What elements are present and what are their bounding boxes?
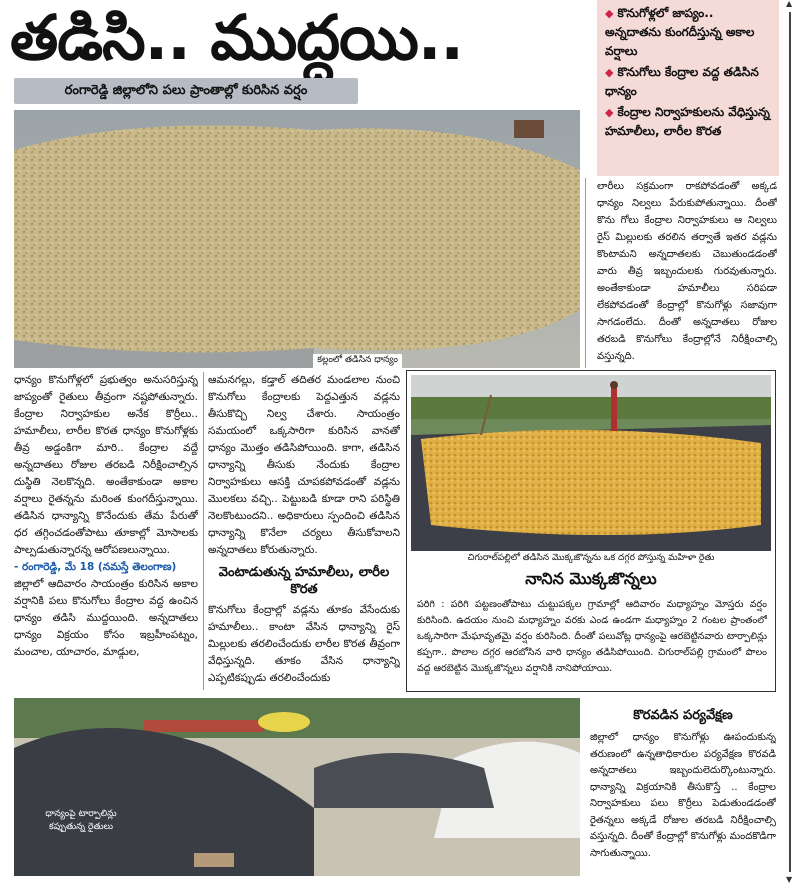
article-column-1: [14, 372, 198, 690]
diamond-bullet-icon: ◆: [605, 106, 614, 119]
section-heading: వెంటాడుతున్న హమాలీలు, లారీల కొరత: [218, 565, 390, 597]
box-body-text: పరిగి : పరిగి పట్టణంతోపాటు చుట్టుపక్కల గ్రామాల్లో ఆదివారం మధ్యాహ్నం మోస్తరు వర్షం కురిసింది. ఉదయం నుంచి మధ్యాహ్నం వరకు ఎండ ఉండగా మధ్యాహ్నం 2 గంటల ప్రాంతంలో ఒక్కసారిగా మేఘావృతమై వర్షం కురిసింది. దీంతో పలువోట్ల ధాన్యంపై ఆరబెట్టినవారు టార్పాలిన్లు కప్పగా.. పొలాల దగ్గర ఆరబోసిన వారి ధాన్యం తడిసిపోయింది. చిగురాల్‌పల్లి గ్రామంలో పొలం వద్ద ఆరబెట్టిన మొక్కజొన్నలు వర్షానికి నానిపోయాయి.: [417, 599, 767, 674]
section-heading: కొరవడిన పర్యవేక్షణ: [633, 708, 733, 723]
scroll-thumb[interactable]: [789, 12, 791, 872]
diamond-bullet-icon: ◆: [605, 66, 614, 79]
highlights-box: [597, 0, 779, 176]
page-headline: తడిసి.. ముద్దయి..: [10, 1, 463, 74]
photo-tarpaulin-covered-grain: [14, 698, 580, 876]
article-column-right-top: [597, 178, 777, 368]
box-heading: నానిన మొక్కజొన్నలు: [525, 569, 657, 588]
article-text: ఆమనగల్లు, కడ్తాల్ తదితర మండలాల నుంచి కొనుగోలు కేంద్రాలకు పెద్దఎత్తున వడ్లను తీసుకొచ్చి నిల్వ చేశారు. సాయంత్రం సమయంలో ఒక్కసారిగా కురిసిన వానతో ధాన్యం మొత్తం తడిసిపోయింది. కాగా, తడిసిన ధాన్యాన్ని తీసుకు నేందుకు కేంద్రాల నిర్వాహకులు ఆసక్తి చూపకపోవడంతో వడ్లను మొలకలు వచ్చి.. పెట్టుబడి కూడా రాని పరిస్థితి నెలకొంటుందని.. అధికారులు స్పందించి తడిసిన ధాన్యాన్ని కొనేలా చర్యలు తీసుకోవాలని అన్నదాతలు కోరుతున్నారు.: [208, 374, 400, 556]
scroll-up-icon[interactable]: ▲: [786, 0, 793, 8]
scroll-down-icon[interactable]: ▼: [786, 875, 793, 884]
article-text: లారీలు సక్రమంగా రాకపోవడంతో అక్కడ ధాన్యం నిల్వలు పేరుకుపోతున్నాయి. దీంతో కొను గోలు కేంద్రాల నిర్వాహకులు ఆ నిల్వలు రైస్ మిల్లులకు తరలిన తర్వాతే ఇతర వడ్లను కొంటామని అన్నదాతలకు చెబుతుండడంతో వారు తీవ్ర ఇబ్బందులకు గురవుతున్నారు. అంతేకాకుండా హమాలీలు సరిపడా లేకపోవడంతో కేంద్రాల్లో కొనుగోళ్లు సజావుగా సాగడంలేదు. దీంతో అన్నదాతలు రోజుల తరబడి కొనుగోలు కేంద్రాల్లోనే నిరీక్షించాల్సి వస్తున్నది.: [597, 181, 777, 362]
photo-caption: ధాన్యంపై టార్పాలిన్లు కప్పుతున్న రైతులు: [45, 809, 117, 832]
subheadline: రంగారెడ్డి జిల్లాలోని పలు ప్రాంతాల్లో కురిసిన వర్షం: [14, 78, 358, 104]
article-column-right-bottom: జిల్లాలో ధాన్యం కొనుగోళ్లు ఊపందుకున్న తరుణంలో ఉన్నతాధికారుల పర్యవేక్షణ కొరవడి అన్నదాతలు ఇబ్బందులెదుర్కొంటున్నారు. ధాన్యాన్ని విక్రయానికి తీసుకొస్తే .. కేంద్రాల నిర్వాహకులు పలు కొర్రీలు పెడుతుండడంతో రైతన్నలు అక్కడే రోజుల తరబడి నిరీక్షించాల్సి వస్తున్నది. దీంతో కేంద్రాల్లో కొనుగోళ్లు మందకొడిగా సాగుతున్నాయి.: [590, 732, 776, 859]
photo-wet-paddy: [14, 110, 580, 368]
maize-story-box: [406, 370, 776, 692]
article-text: జిల్లాలో ఆదివారం సాయంత్రం కురిసిన అకాల వర్షానికి పలు కొనుగోలు కేంద్రాల వద్ద ఉంచిన ధాన్యం తడిసి ముద్దయింది. అన్నదాతలు ధాన్యం విక్రయం కోసం ఇబ్రహీంపట్నం, మంచాల, యాచారం, మాడ్గుల,: [14, 578, 198, 658]
article-column-2: [208, 372, 400, 690]
highlight-item: ◆ కొనుగోలు కేంద్రాల వద్ద తడిసిన ధాన్యం: [605, 65, 759, 98]
photo-caption: కల్లంలో తడిసిన ధాన్యం: [313, 354, 402, 368]
article-text: ధాన్యం కొనుగోళ్లలో ప్రభుత్వం అనుసరిస్తున్న జాప్యంతో రైతులు తీవ్రంగా నష్టపోతున్నారు. కేంద్రాల నిర్వాహకుల అనేక కొర్రీలు.. హమాలీలు, లారీల కొరత ధాన్యం కొనుగోళ్లకు తీవ్ర అడ్డంకిగా మారి.. కేంద్రాల వద్దే అన్నదాతలు రోజుల తరబడి నిరీక్షించాల్సిన దుస్థితి నెలకొన్నది. అంతేకాకుండా అకాల వర్షాలు రైతన్నను మరింత కుంగదీస్తున్నాయి. తడిసిన ధాన్యాన్ని కొనేందుకు తేమ పేరుతో ధర తగ్గించడంతోపాటు తూకాల్లో మోసాలకు పాల్పడుతున్నారన్న ఆరోపణలున్నాయి.: [14, 374, 198, 556]
scrollbar[interactable]: [786, 0, 794, 886]
article-text: కొనుగోలు కేంద్రాల్లో వడ్లను తూకం వేసేందుకు హమాలీలు.. కాంటా వేసిన ధాన్యాన్ని రైస్ మిల్లులకు తరలించేందుకు లారీల కొరత తీవ్రంగా వేధిస్తున్నది. తూకం వేసిన ధాన్యాన్ని ఎప్పటికప్పుడు తరలించేందుకు: [208, 604, 400, 684]
column-divider: [585, 178, 586, 368]
diamond-bullet-icon: ◆: [605, 7, 614, 20]
photo-maize-drying: [411, 375, 771, 551]
photo-caption: చిగురాల్‌పల్లిలో తడిసిన మొక్కజొన్నను ఒక దగ్గర పోస్తున్న మహిళా రైతు: [467, 553, 715, 563]
highlight-item: ◆ కేంద్రాల నిర్వాహకులను వేధిస్తున్న హమాలీలు, లారీల కొరత: [605, 105, 770, 138]
byline: - రంగారెడ్డి, మే 18 (నమస్తే తెలంగాణ): [14, 561, 177, 573]
column-divider: [203, 372, 204, 690]
highlight-item: ◆ కొనుగోళ్లలో జాప్యం.. అన్నదాతను కుంగదీస్తున్న అకాల వర్షాలు: [605, 6, 755, 58]
